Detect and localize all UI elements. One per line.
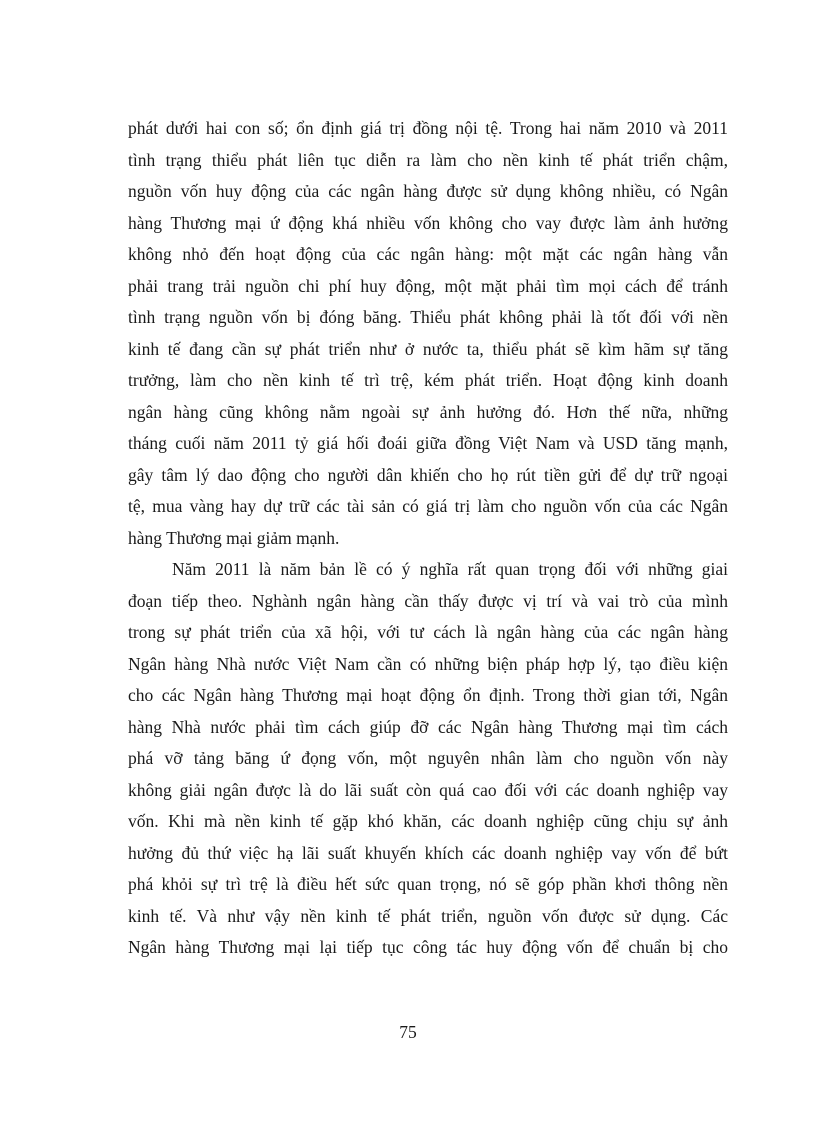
- paragraph-line: nguồn vốn huy động của các ngân hàng được sử dụng không nhiều, có Ngân: [128, 181, 728, 201]
- paragraph-line: đoạn tiếp theo. Nghành ngân hàng cần thấy được vị trí và vai trò của mình: [128, 590, 728, 611]
- paragraph-1: [128, 113, 728, 554]
- paragraph-line: không nhỏ đến hoạt động của các ngân hàng: một mặt các ngân hàng vẫn: [128, 244, 728, 264]
- paragraph-line: phá vỡ tảng băng ứ đọng vốn, một nguyên nhân làm cho nguồn vốn này: [128, 748, 728, 768]
- page-number: 75: [399, 1022, 417, 1042]
- paragraph-line: kinh tế đang cần sự phát triển như ở nước ta, thiểu phát sẽ kìm hãm sự tăng: [128, 338, 728, 359]
- paragraph-line: gây tâm lý dao động cho người dân khiến cho họ rút tiền gửi để dự trữ ngoại: [128, 464, 728, 485]
- paragraph-line: tháng cuối năm 2011 tỷ giá hối đoái giữa đồng Việt Nam và USD tăng mạnh,: [128, 433, 728, 453]
- paragraph-line: tình trạng thiểu phát liên tục diễn ra làm cho nền kinh tế phát triển chậm,: [128, 149, 728, 170]
- paragraph-line: Năm 2011 là năm bản lề có ý nghĩa rất quan trọng đối với những giai: [172, 559, 728, 579]
- paragraph-line: kinh tế. Và như vậy nền kinh tế phát triển, nguồn vốn được sử dụng. Các: [128, 905, 728, 926]
- paragraph-line: không giải ngân được là do lãi suất còn quá cao đối với các doanh nghiệp vay: [128, 779, 728, 800]
- paragraph-line: phát dưới hai con số; ổn định giá trị đồng nội tệ. Trong hai năm 2010 và 2011: [128, 118, 728, 138]
- paragraph-line: tình trạng nguồn vốn bị đóng băng. Thiểu phát không phải là tốt đối với nền: [128, 307, 728, 327]
- paragraph-line: ngân hàng cũng không nằm ngoài sự ảnh hưởng đó. Hơn thế nữa, những: [128, 401, 728, 422]
- body-text: [128, 113, 728, 964]
- paragraph-line: trong sự phát triển của xã hội, với tư cách là ngân hàng của các ngân hàng: [128, 622, 728, 642]
- paragraph-line: cho các Ngân hàng Thương mại hoạt động ổn định. Trong thời gian tới, Ngân: [128, 685, 728, 705]
- paragraph-line: hàng Thương mại ứ động khá nhiều vốn không cho vay được làm ảnh hưởng: [128, 212, 728, 233]
- paragraph-line: hưởng đủ thứ việc hạ lãi suất khuyến khích các doanh nghiệp vay vốn để bứt: [128, 842, 728, 863]
- paragraph-2: [128, 554, 728, 964]
- paragraph-line: vốn. Khi mà nền kinh tế gặp khó khăn, các doanh nghiệp cũng chịu sự ảnh: [128, 811, 728, 831]
- paragraph-line: hàng Thương mại giảm mạnh.: [128, 527, 340, 548]
- paragraph-line: phá khỏi sự trì trệ là điều hết sức quan trọng, nó sẽ góp phần khơi thông nền: [128, 874, 728, 894]
- paragraph-line: tệ, mua vàng hay dự trữ các tài sản có giá trị làm cho nguồn vốn của các Ngân: [128, 496, 728, 516]
- paragraph-line: Ngân hàng Nhà nước Việt Nam cần có những biện pháp hợp lý, tạo điều kiện: [128, 653, 728, 674]
- paragraph-line: trưởng, làm cho nền kinh tế trì trệ, kém phát triển. Hoạt động kinh doanh: [128, 370, 728, 390]
- paragraph-line: hàng Nhà nước phải tìm cách giúp đỡ các Ngân hàng Thương mại tìm cách: [128, 716, 728, 737]
- paragraph-line: phải trang trải nguồn chi phí huy động, một mặt phải tìm mọi cách để tránh: [128, 275, 728, 296]
- paragraph-line: Ngân hàng Thương mại lại tiếp tục công tác huy động vốn để chuẩn bị cho: [128, 937, 728, 957]
